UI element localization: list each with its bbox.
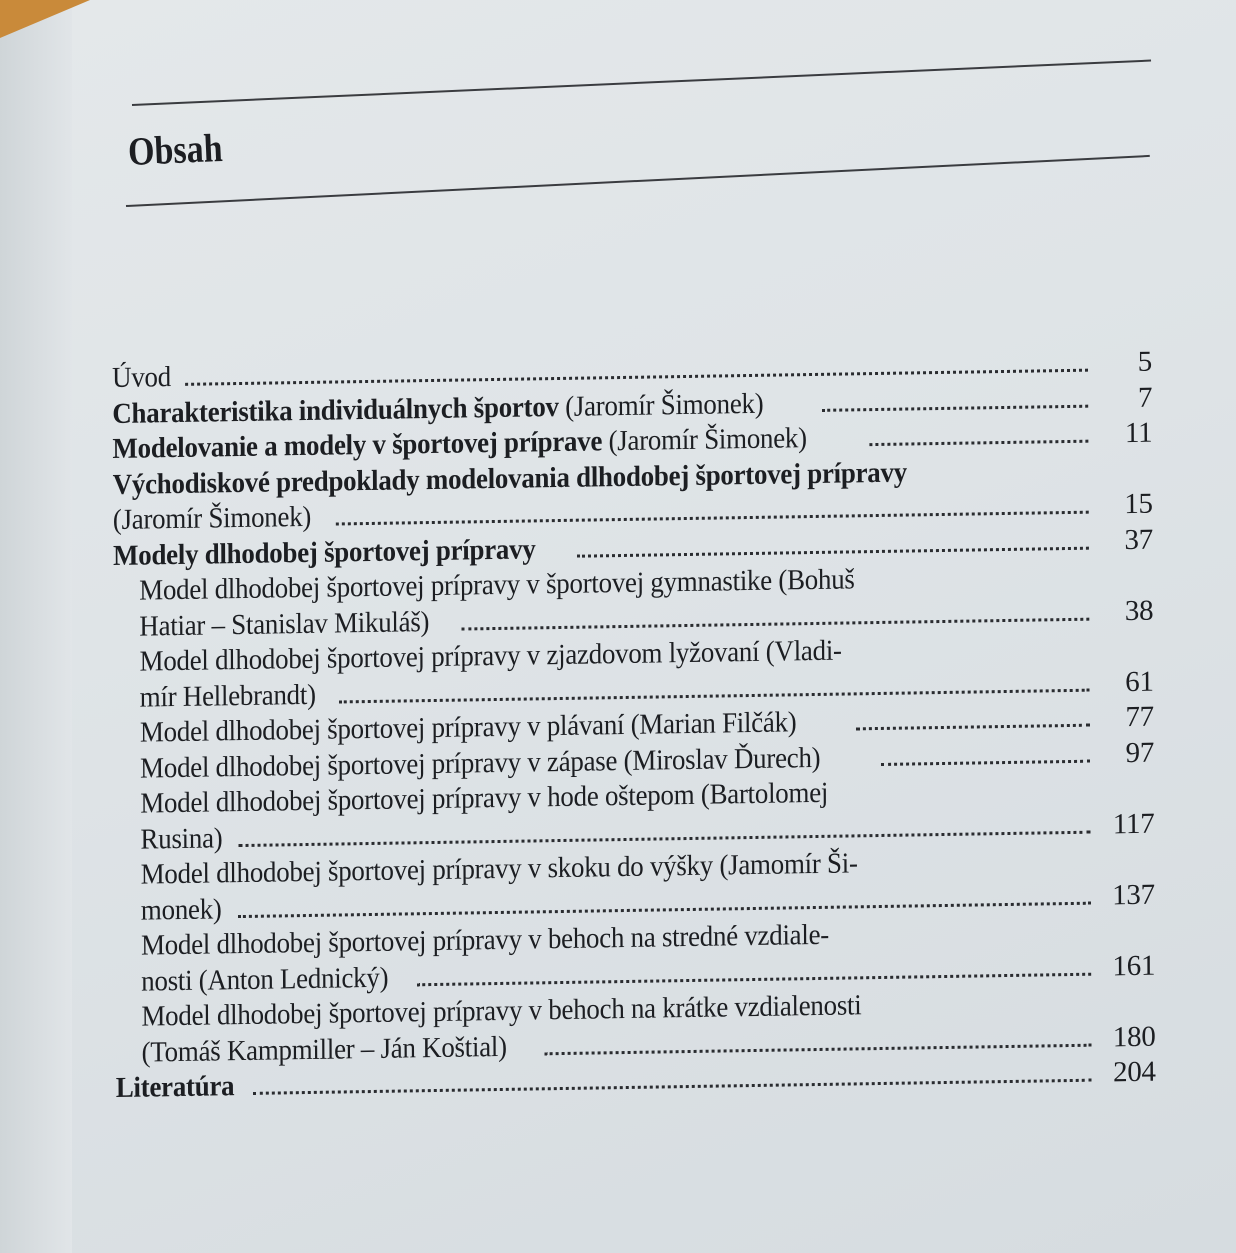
page-number: 180 [1112, 1020, 1156, 1053]
page-number: 37 [1124, 523, 1153, 556]
dot-leader [882, 759, 1091, 765]
dot-leader [544, 1043, 1091, 1055]
entry-title: Model dlhodobej športovej prípravy v hode oštepom (Bartolomej [140, 776, 829, 820]
entry-bold-title: Východiskové predpoklady modelovania dlhodobej športovej prípravy [112, 456, 907, 501]
entry-text [140, 678, 316, 714]
dot-leader [822, 404, 1088, 411]
dot-leader [239, 830, 1091, 846]
dot-leader [185, 369, 1088, 386]
entry-title: Model dlhodobej športovej prípravy v skoku do výšky (Jamomír Ši- [140, 847, 858, 891]
entry-text [140, 822, 222, 856]
page-title: Obsah [127, 124, 224, 174]
entry-title: mír Hellebrandt) [139, 678, 316, 714]
entry-title: Model dlhodobej športovej prípravy v športovej gymnastike (Bohuš [139, 563, 855, 607]
entry-text [139, 606, 429, 644]
entry-title: nosti (Anton Lednický) [141, 961, 389, 998]
page-number: 5 [1137, 345, 1153, 378]
dot-leader [869, 440, 1088, 446]
entry-bold-title: Charakteristika individuálnych športov [112, 390, 559, 430]
dot-leader [253, 1079, 1091, 1095]
entry-bold-title: Literatúra [115, 1070, 235, 1105]
entry-title: Rusina) [140, 821, 223, 856]
table-of-contents [112, 346, 1156, 1108]
page-number: 11 [1124, 416, 1153, 450]
dot-leader [336, 511, 1089, 526]
entry-text [141, 961, 388, 998]
entry-text [113, 533, 536, 573]
entry-title: Hatiar – Stanislav Mikuláš) [139, 605, 430, 643]
dot-leader [417, 972, 1091, 986]
entry-text [142, 1030, 507, 1069]
dot-leader [856, 724, 1090, 731]
entry-text [112, 361, 171, 395]
top-rule [132, 60, 1151, 106]
page-number: 97 [1125, 736, 1155, 769]
dot-leader [339, 688, 1090, 703]
entry-title: (Jaromír Šimonek) [602, 422, 807, 458]
dot-leader [238, 901, 1091, 917]
page-number: 117 [1112, 807, 1155, 840]
entry-title: (Tomáš Kampmiller – Ján Koštial) [141, 1030, 507, 1069]
entry-title: (Jaromír Šimonek) [558, 387, 764, 423]
entry-title: monek) [140, 892, 222, 927]
entry-title: (Jaromír Šimonek) [112, 500, 312, 537]
entry-bold-title: Modelovanie a modely v športovej príprave [112, 425, 603, 466]
dot-leader [577, 546, 1089, 557]
page-number: 7 [1137, 381, 1153, 414]
page-number: 15 [1124, 487, 1153, 521]
page-number: 161 [1112, 949, 1156, 982]
entry-text [113, 501, 311, 537]
entry-title: Úvod [112, 361, 171, 395]
entry-text [141, 893, 222, 927]
page-number: 204 [1112, 1055, 1156, 1089]
page-edge [0, 0, 72, 1253]
entry-title: Model dlhodobej športovej prípravy v zjazdovom lyžovaní (Vladi- [139, 634, 842, 678]
entry-title: Model dlhodobej športovej prípravy v plávaní (Marian Filčák) [139, 706, 797, 749]
page-number: 61 [1125, 665, 1154, 698]
page-number: 77 [1125, 700, 1154, 734]
title-rule [126, 155, 1150, 207]
dot-leader [461, 617, 1089, 630]
entry-text [116, 1070, 235, 1105]
page-number: 137 [1112, 878, 1155, 911]
page-number: 38 [1124, 594, 1154, 627]
entry-title: Model dlhodobej športovej prípravy v behoch na krátke vzdialenosti [141, 989, 862, 1033]
book-cover-corner [0, 0, 90, 38]
entry-title: Model dlhodobej športovej prípravy v zápase (Miroslav Ďurech) [140, 741, 821, 785]
entry-title: Model dlhodobej športovej prípravy v behoch na stredné vzdiale- [140, 918, 829, 962]
entry-bold-title: Modely dlhodobej športovej prípravy [112, 532, 536, 572]
